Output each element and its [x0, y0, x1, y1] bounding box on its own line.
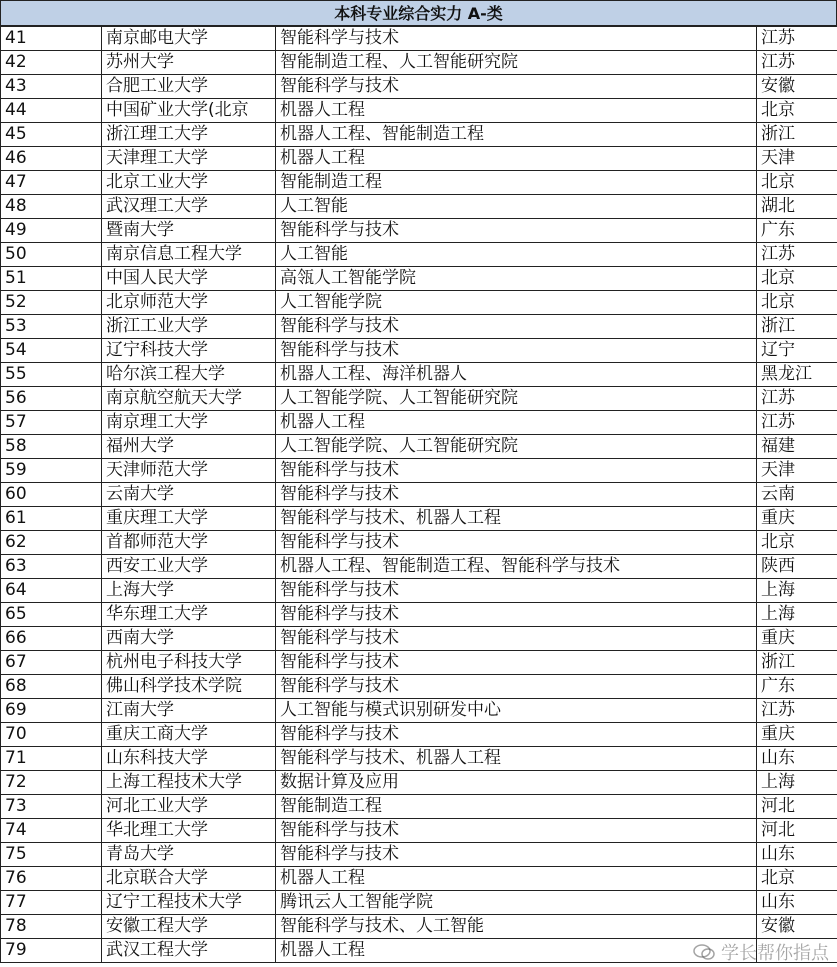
province-cell: 广东: [757, 219, 837, 243]
rank-cell: 65: [1, 603, 102, 627]
province-cell: 浙江: [757, 315, 837, 339]
table-row: [1, 627, 837, 651]
university-cell: 佛山科学技术学院: [102, 675, 276, 699]
table-row: [1, 171, 837, 195]
table-row: [1, 891, 837, 915]
rank-cell: 57: [1, 411, 102, 435]
university-cell: 暨南大学: [102, 219, 276, 243]
rank-cell: 76: [1, 867, 102, 891]
province-cell: 河北: [757, 819, 837, 843]
university-cell: 华北理工大学: [102, 819, 276, 843]
province-cell: 江苏: [757, 243, 837, 267]
table-row: [1, 915, 837, 939]
university-cell: 上海大学: [102, 579, 276, 603]
major-cell: 智能制造工程: [276, 171, 757, 195]
table-row: [1, 651, 837, 675]
university-cell: 华东理工大学: [102, 603, 276, 627]
ranking-rows: [1, 27, 837, 963]
university-cell: 西安工业大学: [102, 555, 276, 579]
rank-cell: 54: [1, 339, 102, 363]
province-cell: 重庆: [757, 627, 837, 651]
table-row: [1, 579, 837, 603]
table-row: [1, 147, 837, 171]
table-row: [1, 675, 837, 699]
table-row: [1, 603, 837, 627]
university-cell: 上海工程技术大学: [102, 771, 276, 795]
province-cell: 北京: [757, 291, 837, 315]
chat-bubble-icon: [693, 943, 715, 961]
province-cell: 江苏: [757, 411, 837, 435]
table-row: [1, 771, 837, 795]
rank-cell: 78: [1, 915, 102, 939]
university-cell: 江南大学: [102, 699, 276, 723]
rank-cell: 68: [1, 675, 102, 699]
rank-cell: 63: [1, 555, 102, 579]
university-cell: 西南大学: [102, 627, 276, 651]
province-cell: 黑龙江: [757, 363, 837, 387]
province-cell: 北京: [757, 171, 837, 195]
table-row: [1, 867, 837, 891]
table-row: [1, 531, 837, 555]
major-cell: 智能科学与技术: [276, 723, 757, 747]
province-cell: 天津: [757, 459, 837, 483]
province-cell: 重庆: [757, 723, 837, 747]
table-row: [1, 363, 837, 387]
table-row: [1, 99, 837, 123]
province-cell: 江苏: [757, 387, 837, 411]
table-row: [1, 243, 837, 267]
rank-cell: 46: [1, 147, 102, 171]
major-cell: 人工智能: [276, 195, 757, 219]
university-cell: 哈尔滨工程大学: [102, 363, 276, 387]
university-cell: 合肥工业大学: [102, 75, 276, 99]
university-cell: 南京信息工程大学: [102, 243, 276, 267]
rank-cell: 61: [1, 507, 102, 531]
table-row: [1, 795, 837, 819]
province-cell: 上海: [757, 579, 837, 603]
major-cell: 人工智能学院: [276, 291, 757, 315]
major-cell: 智能科学与技术: [276, 75, 757, 99]
university-cell: 辽宁工程技术大学: [102, 891, 276, 915]
rank-cell: 42: [1, 51, 102, 75]
province-cell: 重庆: [757, 507, 837, 531]
rank-cell: 69: [1, 699, 102, 723]
major-cell: 智能科学与技术: [276, 459, 757, 483]
rank-cell: 45: [1, 123, 102, 147]
province-cell: 福建: [757, 435, 837, 459]
rank-cell: 62: [1, 531, 102, 555]
university-cell: 杭州电子科技大学: [102, 651, 276, 675]
major-cell: 智能制造工程: [276, 795, 757, 819]
rank-cell: 52: [1, 291, 102, 315]
table-row: [1, 435, 837, 459]
university-cell: 北京师范大学: [102, 291, 276, 315]
table-row: [1, 339, 837, 363]
university-cell: 浙江工业大学: [102, 315, 276, 339]
rank-cell: 56: [1, 387, 102, 411]
table-row: [1, 483, 837, 507]
province-cell: 河北: [757, 795, 837, 819]
rank-cell: 74: [1, 819, 102, 843]
province-cell: 江苏: [757, 51, 837, 75]
rank-cell: 50: [1, 243, 102, 267]
major-cell: 智能科学与技术: [276, 219, 757, 243]
university-cell: 南京邮电大学: [102, 27, 276, 51]
major-cell: 人工智能: [276, 243, 757, 267]
major-cell: 人工智能学院、人工智能研究院: [276, 387, 757, 411]
rank-cell: 44: [1, 99, 102, 123]
rank-cell: 66: [1, 627, 102, 651]
university-cell: 河北工业大学: [102, 795, 276, 819]
table-row: [1, 219, 837, 243]
province-cell: 陕西: [757, 555, 837, 579]
major-cell: 智能科学与技术: [276, 651, 757, 675]
rank-cell: 75: [1, 843, 102, 867]
university-cell: 中国人民大学: [102, 267, 276, 291]
major-cell: 机器人工程: [276, 147, 757, 171]
province-cell: 浙江: [757, 123, 837, 147]
major-cell: 智能科学与技术: [276, 819, 757, 843]
university-cell: 云南大学: [102, 483, 276, 507]
university-cell: 福州大学: [102, 435, 276, 459]
province-cell: 安徽: [757, 915, 837, 939]
major-cell: 智能科学与技术、机器人工程: [276, 507, 757, 531]
university-cell: 中国矿业大学(北京: [102, 99, 276, 123]
table-row: [1, 819, 837, 843]
rank-cell: 58: [1, 435, 102, 459]
rank-cell: 70: [1, 723, 102, 747]
major-cell: 高瓴人工智能学院: [276, 267, 757, 291]
rank-cell: 60: [1, 483, 102, 507]
rank-cell: 55: [1, 363, 102, 387]
table-row: [1, 123, 837, 147]
province-cell: 北京: [757, 99, 837, 123]
province-cell: 安徽: [757, 75, 837, 99]
rank-cell: 51: [1, 267, 102, 291]
university-cell: 北京工业大学: [102, 171, 276, 195]
rank-cell: 49: [1, 219, 102, 243]
table-row: [1, 723, 837, 747]
province-cell: 北京: [757, 531, 837, 555]
major-cell: 智能科学与技术: [276, 843, 757, 867]
major-cell: 智能科学与技术: [276, 27, 757, 51]
major-cell: 机器人工程、智能制造工程: [276, 123, 757, 147]
rank-cell: 71: [1, 747, 102, 771]
university-cell: 天津师范大学: [102, 459, 276, 483]
rank-cell: 73: [1, 795, 102, 819]
major-cell: 智能科学与技术: [276, 603, 757, 627]
watermark-text: 学长帮你指点: [721, 943, 829, 964]
major-cell: 智能科学与技术、机器人工程: [276, 747, 757, 771]
province-cell: 上海: [757, 771, 837, 795]
table-row: [1, 699, 837, 723]
rank-cell: 79: [1, 939, 102, 963]
rank-cell: 59: [1, 459, 102, 483]
table-row: [1, 27, 837, 51]
table-row: [1, 507, 837, 531]
table-row: [1, 843, 837, 867]
province-cell: 山东: [757, 891, 837, 915]
province-cell: 辽宁: [757, 339, 837, 363]
province-cell: 山东: [757, 843, 837, 867]
major-cell: 智能科学与技术: [276, 483, 757, 507]
table-row: [1, 291, 837, 315]
university-cell: 武汉理工大学: [102, 195, 276, 219]
university-cell: 重庆工商大学: [102, 723, 276, 747]
major-cell: 机器人工程、海洋机器人: [276, 363, 757, 387]
rank-cell: 67: [1, 651, 102, 675]
major-cell: 机器人工程: [276, 939, 757, 963]
major-cell: 人工智能与模式识别研发中心: [276, 699, 757, 723]
university-cell: 北京联合大学: [102, 867, 276, 891]
major-cell: 智能科学与技术: [276, 627, 757, 651]
province-cell: 江苏: [757, 27, 837, 51]
university-cell: 山东科技大学: [102, 747, 276, 771]
university-cell: 武汉工程大学: [102, 939, 276, 963]
province-cell: 北京: [757, 867, 837, 891]
province-cell: 云南: [757, 483, 837, 507]
university-cell: 首都师范大学: [102, 531, 276, 555]
university-cell: 安徽工程大学: [102, 915, 276, 939]
province-cell: 广东: [757, 675, 837, 699]
ranking-table: [0, 26, 837, 963]
major-cell: 智能科学与技术: [276, 315, 757, 339]
university-cell: 苏州大学: [102, 51, 276, 75]
major-cell: 腾讯云人工智能学院: [276, 891, 757, 915]
rank-cell: 72: [1, 771, 102, 795]
table-row: [1, 555, 837, 579]
university-cell: 浙江理工大学: [102, 123, 276, 147]
table-row: [1, 267, 837, 291]
province-cell: 上海: [757, 603, 837, 627]
rank-cell: 53: [1, 315, 102, 339]
rank-cell: 77: [1, 891, 102, 915]
table-row: [1, 459, 837, 483]
province-cell: 湖北: [757, 195, 837, 219]
university-cell: 天津理工大学: [102, 147, 276, 171]
table-row: [1, 315, 837, 339]
rank-cell: 64: [1, 579, 102, 603]
table-row: [1, 747, 837, 771]
major-cell: 智能科学与技术: [276, 579, 757, 603]
rank-cell: 43: [1, 75, 102, 99]
rank-cell: 47: [1, 171, 102, 195]
major-cell: 智能科学与技术: [276, 531, 757, 555]
table-row: [1, 411, 837, 435]
rank-cell: 48: [1, 195, 102, 219]
major-cell: 机器人工程、智能制造工程、智能科学与技术: [276, 555, 757, 579]
table-row: [1, 75, 837, 99]
major-cell: 人工智能学院、人工智能研究院: [276, 435, 757, 459]
province-cell: 江苏: [757, 699, 837, 723]
major-cell: 智能科学与技术: [276, 339, 757, 363]
major-cell: 智能科学与技术、人工智能: [276, 915, 757, 939]
rank-cell: 41: [1, 27, 102, 51]
province-cell: 浙江: [757, 651, 837, 675]
university-cell: 辽宁科技大学: [102, 339, 276, 363]
table-title: 本科专业综合实力 A-类: [0, 0, 837, 26]
major-cell: 智能制造工程、人工智能研究院: [276, 51, 757, 75]
major-cell: 智能科学与技术: [276, 675, 757, 699]
major-cell: 机器人工程: [276, 411, 757, 435]
watermark: [693, 939, 829, 965]
major-cell: 机器人工程: [276, 99, 757, 123]
province-cell: 北京: [757, 267, 837, 291]
table-row: [1, 195, 837, 219]
province-cell: 山东: [757, 747, 837, 771]
table-row: [1, 387, 837, 411]
university-cell: 南京理工大学: [102, 411, 276, 435]
university-cell: 南京航空航天大学: [102, 387, 276, 411]
major-cell: 机器人工程: [276, 867, 757, 891]
university-cell: 重庆理工大学: [102, 507, 276, 531]
table-row: [1, 51, 837, 75]
university-cell: 青岛大学: [102, 843, 276, 867]
major-cell: 数据计算及应用: [276, 771, 757, 795]
province-cell: 天津: [757, 147, 837, 171]
